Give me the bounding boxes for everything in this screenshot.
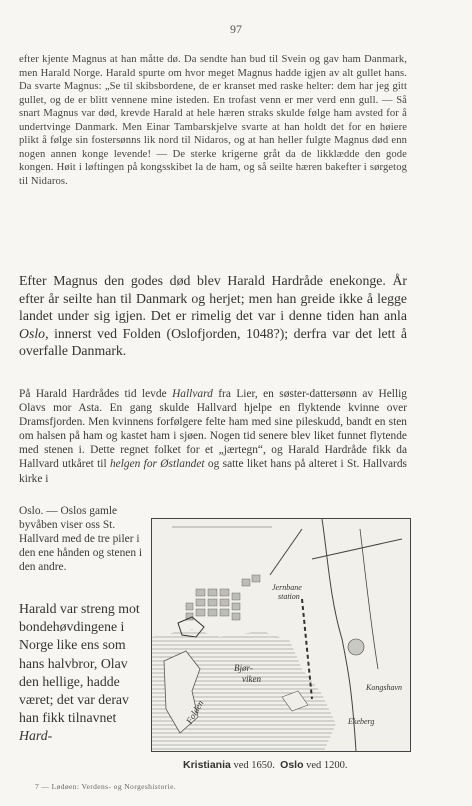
paragraph-harald-enekonge: [19, 272, 407, 360]
map-label-station: station: [278, 592, 300, 601]
page-footer: 7 — Lødøen: Verdens- og Norgeshistorie.: [35, 782, 177, 791]
caption-kristiania: Kristiania: [183, 759, 231, 771]
page-number: 97: [230, 22, 242, 36]
p2-text-b: , innerst ved Folden (Oslofjorden, 1048?); derfra var det lett å overfalle Danmark.: [19, 325, 407, 359]
caption-oslo: Oslo: [280, 759, 304, 771]
map-label-ekeberg: Ekeberg: [348, 717, 375, 726]
caption-year-1: ved 1650.: [233, 760, 275, 771]
p5-text-a: Harald var streng mot bondehøvdingene i Norge like ens som hans halvbror, Olav den hellige, hadde været; det var derav han fikk tilnavnet: [19, 601, 140, 726]
oslo-kristiania-map: [151, 518, 411, 752]
hard-term: Hard-: [19, 728, 53, 744]
oslo-term: Oslo: [19, 325, 46, 341]
map-label-viken: viken: [242, 674, 261, 684]
p3-text-c: og satte liket hans på alteret i St. Hallvards kirke i: [19, 458, 407, 485]
p3-text-b: fra Lier, en søster-dattersønn av Hellig Olavs mor Asta. En gang skulde Hallvard hjelpe en flyktende kvinne over Dramsfjorden. Men kvinnens forfølgere felte ham med sine pileskudd, bandt en sten om halsen på ham og kastet ham i sjøen. Nogen tid senere blev liket funnet flytende med stenen i. Dette regnet folket for et „jærtegn“, og Harald Hardråde fikk da Hallvard utkåret til: [19, 388, 407, 471]
map-city-blocks: [186, 575, 260, 620]
map-road-north: [270, 529, 302, 575]
map-label-kongshavn: Kongshavn: [366, 683, 402, 692]
map-label-folden: Folden: [184, 698, 206, 726]
paragraph-magnus-death: efter kjente Magnus at han måtte dø. Da sendte han bud til Svein og gav ham Danmark, men Harald Norge. Harald spurte om hvor meget Magnus hadde igjen av alt gullet hans. Da svarte Magnus: „Se til skibsbordene, de er kranset med raske helter: dem har jeg gitt gullet, og de er blitt vennene mine isteden. En trofast venn er mer verd enn gull. — Så snart Magnus var død, krevde Harald at hele hæren straks skulde følge ham avsted for å undertvinge Danmark. Men Einar Tambarskjelve svarte at han holdt det for en høiere plikt å følge sin fostersønns lik nord til Nidaros, og at han heller fulgte Magnus død enn nogen annen konge levende! — De sterke krigerne gråt da de likklædde den gode kongen. Høit i løftingen på kongsskibet la de ham, og så seilte hæren bakefter i sørgetog til Nidaros.: [19, 54, 407, 187]
helgen-term: helgen for Østlandet: [109, 458, 205, 471]
map-caption: [183, 759, 409, 771]
map-label-jernbane: Jernbane: [272, 583, 302, 592]
paragraph-harald-streng: [19, 600, 143, 746]
paragraph-hallvard: [19, 387, 407, 486]
p3-text-a: På Harald Hardrådes tid levde: [19, 388, 173, 400]
caption-year-2: ved 1200.: [306, 760, 348, 771]
hallvard-term: Hallvard: [172, 388, 213, 400]
map-label-bjor: Bjør-: [234, 663, 253, 673]
p2-text-a: Efter Magnus den godes død blev Harald Hardråde enekonge. År efter år seilte han til Danmark og herjet; men han greide ikke å legge landet under sig igjen. Det er rimelig det var i denne tiden han anla: [19, 273, 407, 324]
map-old-oslo: [348, 639, 364, 655]
paragraph-oslo-byvaben: Oslo. — Oslos gamle byvåben viser oss St. Hallvard med de tre piler i den ene hånden og stenen i den andre.: [19, 505, 143, 574]
